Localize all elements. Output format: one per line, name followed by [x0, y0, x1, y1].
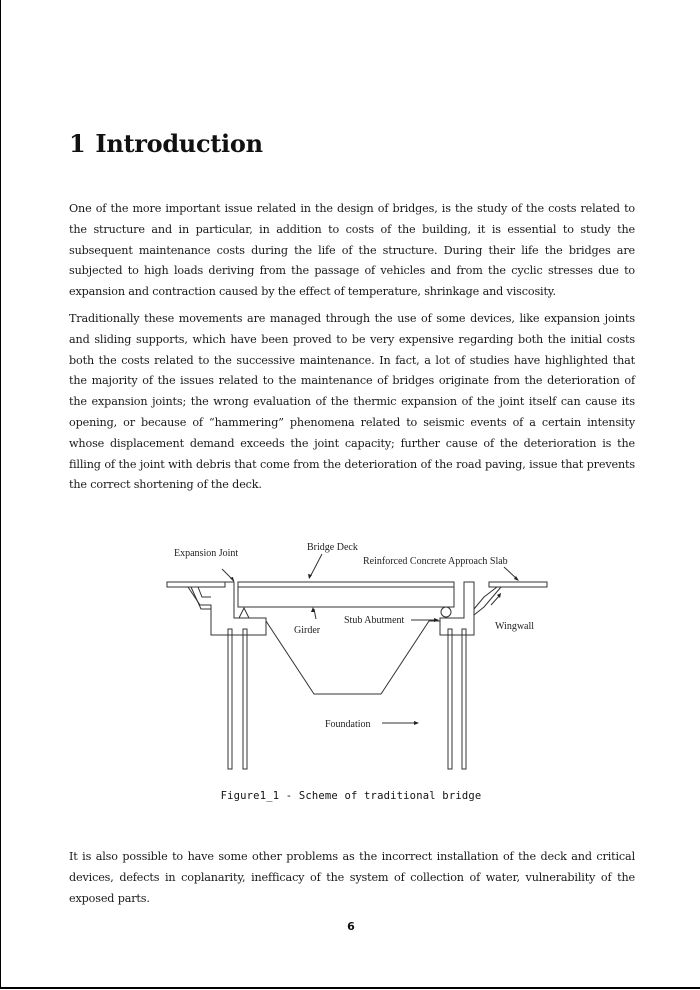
- paragraph-1: One of the more important issue related in the design of bridges, is the study of the costs related to the structure and in particular, in addition to costs of the building, it is essential to study the subsequent maintenance costs during the life of the structure. During their life the bridges are subjected to high loads deriving from the passage of vehicles and from the cyclic stresses due to expansion and contraction caused by the effect of temperature, shrinkage and viscosity.: [69, 202, 635, 299]
- label-stub-abutment: Stub Abutment: [344, 615, 405, 626]
- pile: [462, 629, 466, 769]
- section-number: 1: [69, 129, 86, 158]
- label-approach-slab: Reinforced Concrete Approach Slab: [363, 556, 508, 567]
- bridge-diagram: [164, 537, 552, 772]
- left-bearing: [239, 608, 249, 618]
- paragraph-3: It is also possible to have some other problems as the incorrect installation of the deck and critical devices, defects in coplanarity, inefficacy of the system of collection of water, vulnerability of the exposed parts.: [69, 850, 635, 905]
- right-wingwall: [474, 587, 501, 615]
- label-girder: Girder: [294, 625, 321, 636]
- page-number: 6: [347, 920, 355, 933]
- right-bearing: [441, 607, 451, 617]
- paragraph-2: Traditionally these movements are managed through the use of some devices, like expansion joints and sliding supports, which have been proved to be very expensive regarding both the initial costs both the costs related to the successive maintenance. In fact, a lot of studies have highlighted that the majority of the issues related to the maintenance of bridges originate from the deterioration of the expansion joints; the wrong evaluation of the thermic expansion of the joint itself can cause its opening, or because of “hammering” phenomena related to seismic events of a certain intensity whose displacement demand exceeds the joint capacity; further cause of the deterioration is the filling of the joint with debris that come from the deterioration of the road paving, issue that prevents the correct shortening of the deck.: [69, 312, 635, 492]
- pile: [448, 629, 452, 769]
- label-expansion-joint: Expansion Joint: [174, 548, 239, 559]
- label-foundation: Foundation: [325, 719, 371, 730]
- section-title: Introduction: [95, 129, 263, 158]
- bridge-deck: [238, 582, 454, 587]
- bridge-scheme-figure: [164, 537, 552, 772]
- right-abutment: [440, 582, 474, 635]
- section-heading: [69, 129, 263, 158]
- left-abutment: [188, 582, 266, 635]
- right-approach-slab: [489, 582, 547, 587]
- pile: [243, 629, 247, 769]
- label-bridge-deck: Bridge Deck: [307, 542, 358, 553]
- pile: [228, 629, 232, 769]
- girder: [238, 587, 454, 607]
- ground-profile: [266, 621, 440, 694]
- left-approach-slab: [167, 582, 225, 587]
- label-wingwall: Wingwall: [495, 621, 535, 632]
- figure-caption: Figure1_1 - Scheme of traditional bridge: [220, 790, 482, 802]
